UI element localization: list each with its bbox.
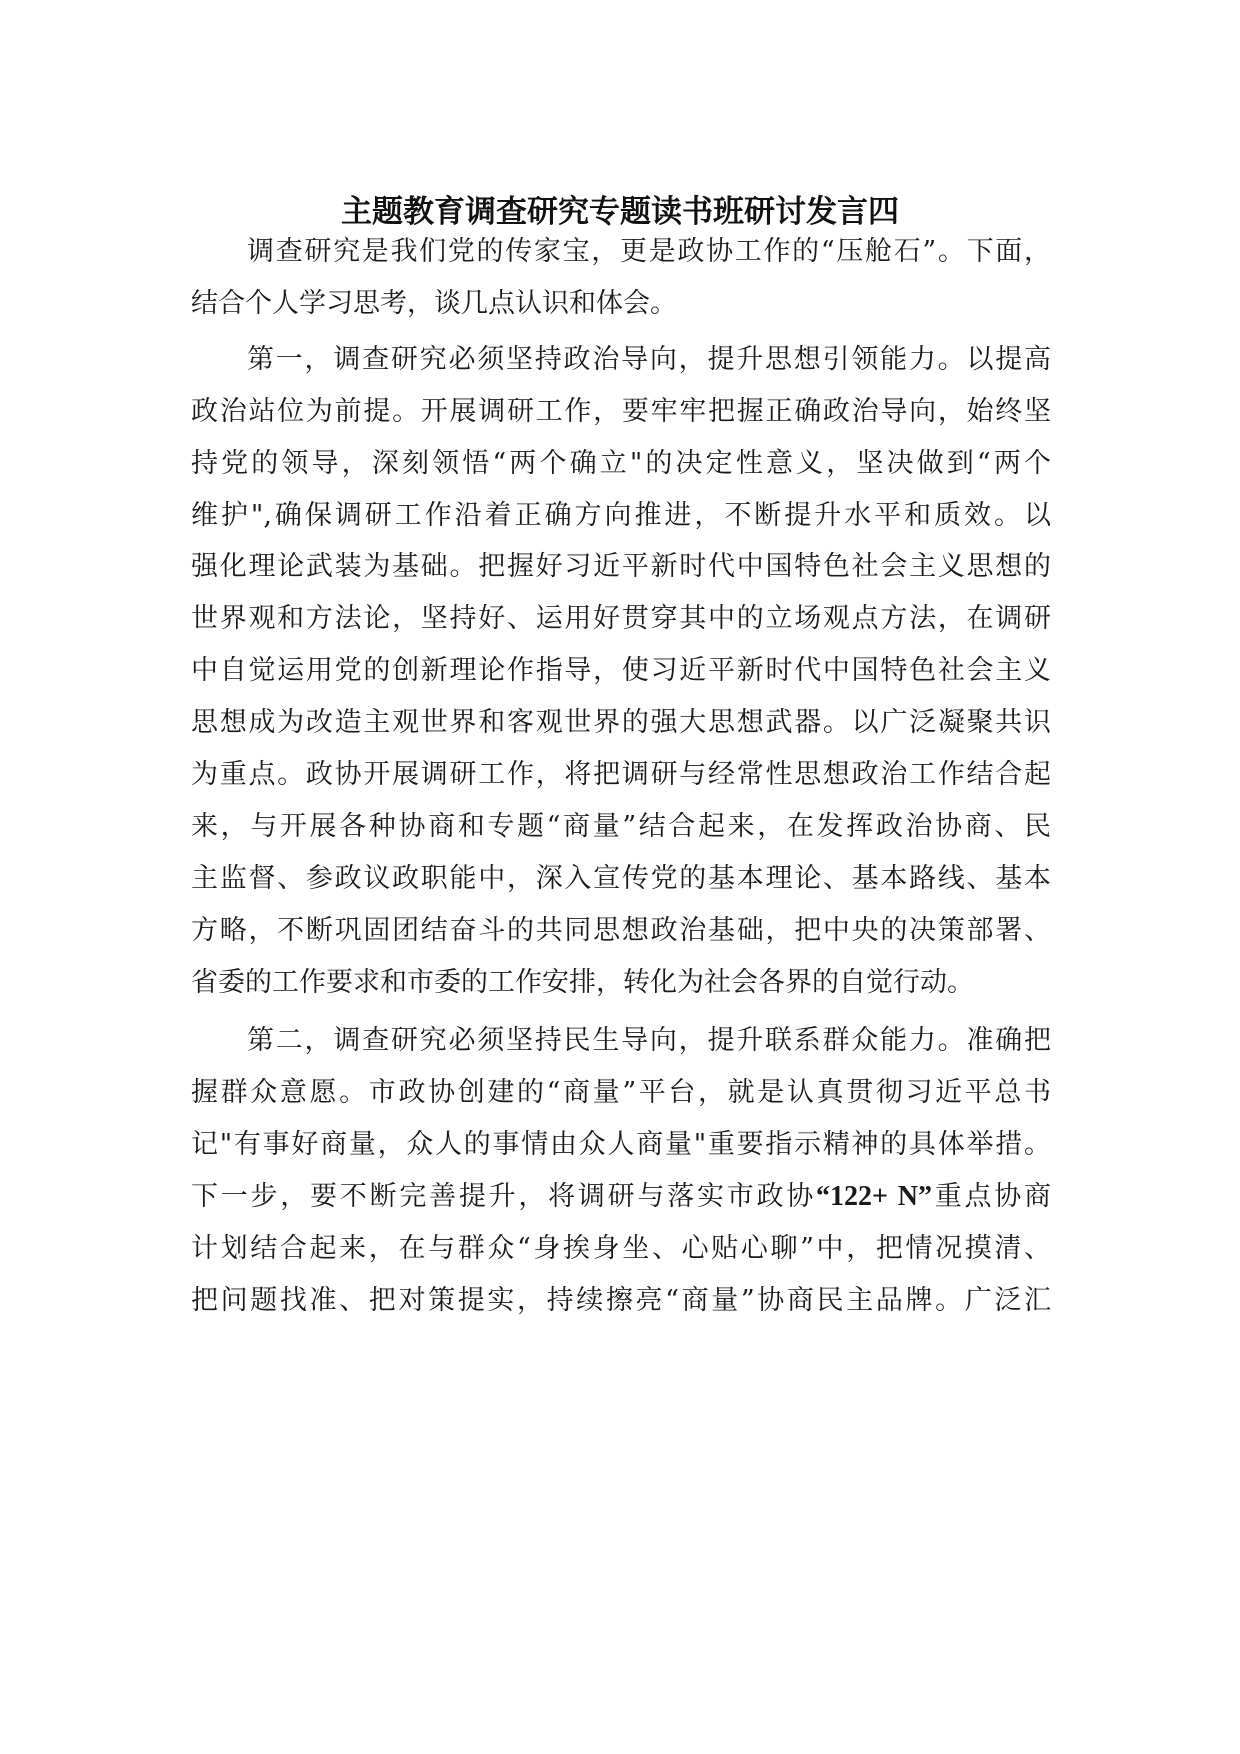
paragraph-line: 为重点。政协开展调研工作，将把调研与经常性思想政治工作结合起 bbox=[191, 759, 1051, 790]
paragraph-line: 主监督、参政议政职能中，深入宣传党的基本理论、基本路线、基本 bbox=[191, 863, 1051, 894]
paragraph-line: 把问题找准、把对策提实，持续擦亮“商量”协商民主品牌。广泛汇 bbox=[191, 1285, 1051, 1316]
paragraph-line: 中自觉运用党的创新理论作指导，使习近平新时代中国特色社会主义 bbox=[191, 655, 1051, 686]
paragraph-line: 政治站位为前提。开展调研工作，要牢牢把握正确政治导向，始终坚 bbox=[191, 396, 1051, 427]
paragraph-line: 维护",确保调研工作沿着正确方向推进，不断提升水平和质效。以 bbox=[191, 500, 1051, 531]
paragraph-line: 第二，调查研究必须坚持民生导向，提升联系群众能力。准确把 bbox=[247, 1025, 1051, 1056]
paragraph-line bbox=[191, 1177, 1051, 1217]
paragraph-line: 持党的领导，深刻领悟“两个确立"的决定性意义，坚决做到“两个 bbox=[191, 448, 1051, 479]
line-segment: 下一步，要不断完善提升，将调研与落实市政协 bbox=[191, 1181, 817, 1212]
paragraph-line: 省委的工作要求和市委的工作安排，转化为社会各界的自觉行动。 bbox=[191, 967, 974, 998]
paragraph-line: 世界观和方法论，坚持好、运用好贯穿其中的立场观点方法，在调研 bbox=[191, 603, 1051, 634]
paragraph-line: 强化理论武装为基础。把握好习近平新时代中国特色社会主义思想的 bbox=[191, 551, 1051, 582]
paragraph-line: 第一，调查研究必须坚持政治导向，提升思想引领能力。以提高 bbox=[247, 344, 1051, 375]
paragraph-line: 计划结合起来，在与群众“身挨身坐、心贴心聊”中，把情况摸清、 bbox=[191, 1233, 1051, 1264]
paragraph-line: 来，与开展各种协商和专题“商量”结合起来，在发挥政治协商、民 bbox=[191, 811, 1051, 842]
paragraph-line: 结合个人学习思考，谈几点认识和体会。 bbox=[191, 288, 677, 319]
document-title: 主题教育调查研究专题读书班研讨发言四 bbox=[341, 194, 899, 230]
plan-code: “122+ N” bbox=[816, 1181, 932, 1212]
paragraph-line: 记"有事好商量，众人的事情由众人商量"重要指示精神的具体举措。 bbox=[191, 1129, 1051, 1160]
line-segment: 重点协商 bbox=[931, 1181, 1052, 1212]
paragraph-line: 方略，不断巩固团结奋斗的共同思想政治基础，把中央的决策部署、 bbox=[191, 915, 1051, 946]
paragraph-line: 思想成为改造主观世界和客观世界的强大思想武器。以广泛凝聚共识 bbox=[191, 707, 1051, 738]
paragraph-line: 调查研究是我们党的传家宝，更是政协工作的“压舱石”。下面， bbox=[247, 236, 1051, 267]
paragraph-line: 握群众意愿。市政协创建的“商量”平台，就是认真贯彻习近平总书 bbox=[191, 1077, 1051, 1108]
